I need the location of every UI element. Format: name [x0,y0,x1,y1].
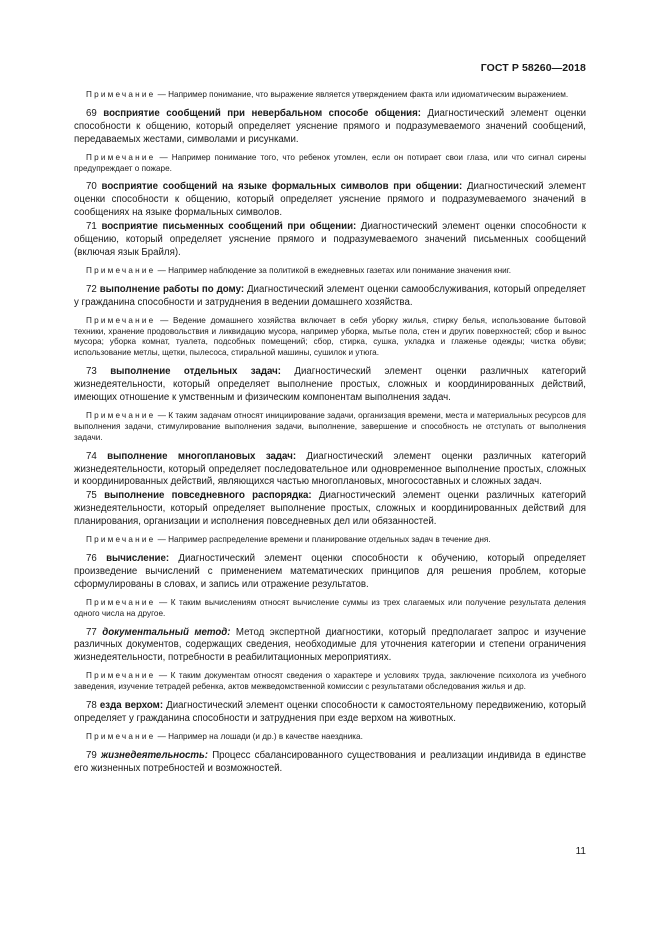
term-number: 75 [86,490,97,502]
page-number: 11 [575,846,586,857]
term-text: Диагностический элемент оценки способности к общению, который определяет уяснение прямого и подразумеваемого значений в сообщениях на языке формальных символов. [74,181,587,219]
note-label: Примечание [86,90,156,99]
term-definition [74,553,586,592]
term-definition [74,284,586,310]
term-number: 72 [86,283,97,295]
term-number: 78 [86,700,97,712]
note-text: — К таким документам относят сведения о характере и условиях труда, заключение психолога из учебного заведения, изучение тетрадей ребенка, актов межведомственной комиссии с результатами обследования жилья и др. [74,671,586,692]
term-number: 69 [86,107,97,119]
term-definition [74,490,586,529]
note-text: — Например распределение времени и планирование отдельных задач в течение дня. [155,535,491,545]
note-label: Примечание [86,731,156,741]
term-number: 71 [86,221,97,233]
term-number: 79 [86,749,97,761]
term-definition [74,221,586,260]
term-definition [74,700,586,726]
term-title: восприятие сообщений на языке формальных символов при общении: [101,181,463,193]
term-text: Диагностический элемент оценки способности к общению, который определяет уяснение прямого и подразумеваемого значений сообщений, передаваемых жестами, символами и рисунками. [74,107,586,145]
note-text: — Например понимание того, что ребенок утомлен, если он потирает свои глаза, или что сигнал сирены предупреждает о пожаре. [74,152,586,173]
note-text: — Например наблюдение за политикой в ежедневных газетах или понимание значения книг. [155,265,511,275]
note-label: Примечание [86,597,156,607]
term-number: 77 [86,626,97,638]
term-definition [74,627,586,666]
note-paragraph [74,535,586,546]
note-paragraph [74,411,586,444]
note-text: — К таким задачам относят инициирование задачи, организация времени, места и материальных ресурсов для выполнения задачи, стимулирование выполнения задачи, выполнение, завершение и способность не отступать от выполнения задачи. [74,410,586,442]
note-label: Примечание [86,671,156,681]
term-text: Диагностический элемент оценки способности к обучению, который определяет произведение вычислений с применением математических принципов для решения проблем, которые сформулированы в словах, и запись или отражение результатов. [74,553,586,590]
note-paragraph [74,266,586,277]
note-paragraph [74,153,586,175]
note-paragraph [74,90,586,101]
note-label: Примечание [86,315,156,325]
term-text: Диагностический элемент оценки различных категорий жизнедеятельности, который определяет выполнение простых, сложных и координированных действий для планирования, организации и исполнения повседневных дел или обязанностей. [74,490,587,528]
note-text: — Ведение домашнего хозяйства включает в себя уборку жилья, стирку белья, использование бытовой техники, хранение продовольствия и ликвидацию мусора, например уборка, мытье пола, стен и других поверхностей; сбор и вынос мусора; уборка комнат, туалета, подсобных помещений; сбор, стирка, сушка, укладка и глаженье одежды; чистка обуви; использование метлы, щетки, пылесоса, стиральной машины, сушилок и утюга. [74,315,586,358]
term-title: восприятие письменных сообщений при общении: [101,221,357,233]
term-text: Диагностический элемент оценки способности к самостоятельному передвижению, который определяет у гражданина способности и затруднения при езде верхом на животных. [74,700,586,724]
term-text: Диагностический элемент оценки различных категорий жизнедеятельности, который определяет выполнение простых, сложных и координированных действий, имеющих отношение к умственным и физическим компонентам выполнения задач. [74,366,586,404]
term-text: Диагностический элемент оценки способности к общению, который определяет уяснение прямого и подразумеваемого значений письменных сообщений (включая язык Брайля). [74,221,586,258]
term-definition [74,750,586,776]
term-text: Диагностический элемент оценки самообслуживания, который определяет у гражданина способности и затруднения в ведении домашнего хозяйства. [74,283,586,308]
note-label: Примечание [86,535,156,545]
term-definition [74,108,586,147]
term-text: Метод экспертной диагностики, который предполагает запрос и изучение различных документов, содержащих сведения, необходимые для уточнения категории и степени ограничения жизнедеятельности, потребности в реабилитационных мероприятиях. [74,626,587,664]
term-number: 73 [86,366,97,378]
term-definition [74,181,586,220]
term-title: выполнение отдельных задач: [110,366,281,378]
term-title: выполнение работы по дому: [99,283,245,295]
term-title: езда верхом: [99,700,164,712]
note-text: — Например понимание, что выражение является утверждением факта или идиоматическим выражением. [155,90,569,99]
note-label: Примечание [86,265,156,275]
note-label: Примечание [86,410,156,420]
term-definition [74,451,586,490]
term-title: документальный метод: [102,626,231,638]
note-text: — Например на лошади (и др.) в качестве наездника. [155,731,363,741]
term-title: выполнение повседневного распорядка: [104,490,312,502]
term-number: 74 [86,450,97,462]
standard-header: ГОСТ Р 58260—2018 [480,62,586,74]
document-body [74,90,586,782]
term-title: жизнедеятельность: [101,749,208,761]
note-paragraph [74,732,586,743]
term-title: восприятие сообщений при невербальном способе общения: [103,107,422,119]
term-definition [74,366,586,405]
term-text: Процесс сбалансированного существования и реализации индивида в единстве его жизненных потребностей и возможностей. [74,749,586,774]
term-title: вычисление: [106,553,170,564]
note-paragraph [74,671,586,693]
term-number: 70 [86,181,97,193]
note-paragraph [74,316,586,360]
term-number: 76 [86,553,97,564]
term-text: Диагностический элемент оценки различных категорий жизнедеятельности, который определяет последовательное или одновременное выполнение простых, сложных и координированных действий, являющихся частью многоплановых, многосоставных и сложных задач. [74,450,586,488]
note-text: — К таким вычислениям относят вычисление суммы из трех слагаемых или получение результата деления одного числа на другое. [74,597,586,618]
note-label: Примечание [86,152,156,162]
term-title: выполнение многоплановых задач: [107,450,297,462]
note-paragraph [74,598,586,620]
